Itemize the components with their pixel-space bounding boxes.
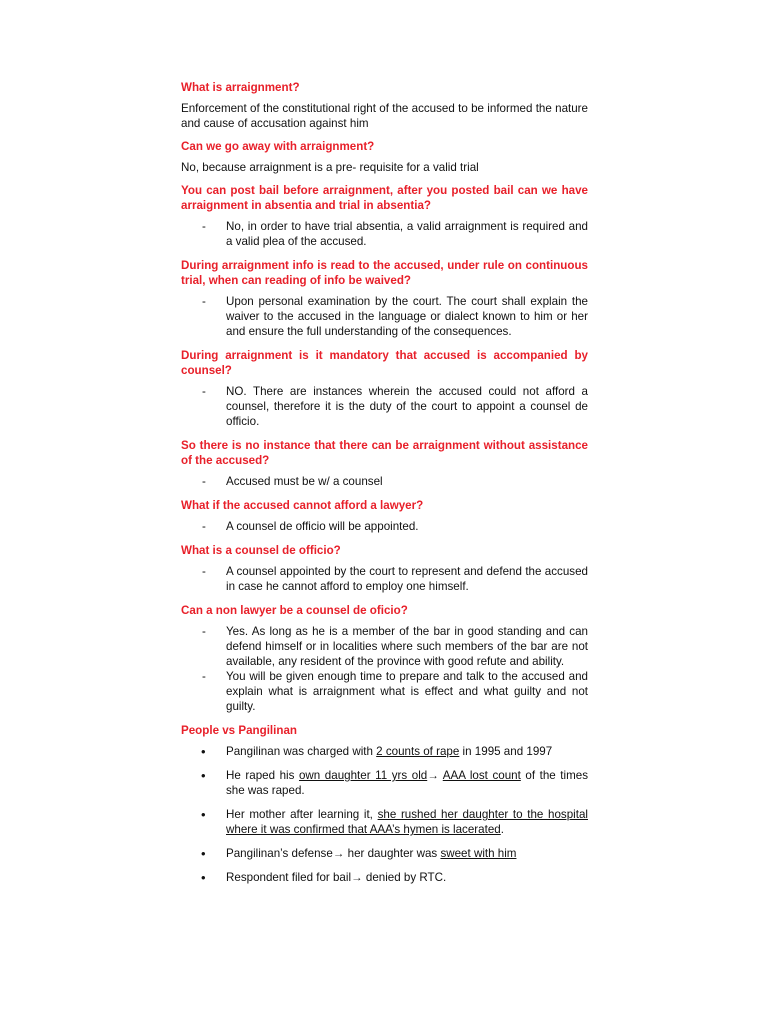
question-heading: Can we go away with arraignment? xyxy=(181,140,375,153)
underlined-text: own daughter 11 yrs old xyxy=(298,769,428,782)
underlined-text: sweet with him xyxy=(440,847,517,860)
answer-item: - NO. There are instances wherein the accused could not afford a counsel, therefore it is the duty of the court to appoint a counsel de officio. xyxy=(181,384,588,429)
case-fact-item xyxy=(181,870,588,885)
fact-text: Pangilinan was charged with xyxy=(226,745,377,758)
answer-item: - No, in order to have trial absentia, a valid arraignment is required and a valid plea of the accused. xyxy=(181,219,588,249)
fact-text: Her mother after learning it, xyxy=(226,808,378,821)
case-fact-item xyxy=(181,768,588,798)
answer-list xyxy=(181,624,588,714)
answer-list xyxy=(181,519,588,534)
case-fact-item xyxy=(181,744,588,759)
question-heading: You can post bail before arraignment, after you posted bail can we have arraignment in absentia and trial in absentia? xyxy=(181,184,588,212)
answer-list xyxy=(181,564,588,594)
fact-text: . xyxy=(500,823,504,836)
answer-item: - A counsel appointed by the court to represent and defend the accused in case he cannot afford to employ one himself. xyxy=(181,564,588,594)
question-heading: What if the accused cannot afford a lawyer? xyxy=(181,499,424,512)
question-heading: During arraignment info is read to the accused, under rule on continuous trial, when can reading of info be waived? xyxy=(181,259,588,287)
answer-text: Enforcement of the constitutional right of the accused to be informed the nature and cause of accusation against him xyxy=(181,102,588,130)
underlined-text: AAA lost count xyxy=(442,769,521,782)
question-heading: Can a non lawyer be a counsel de oficio? xyxy=(181,604,408,617)
case-fact-item xyxy=(181,846,588,861)
answer-item: - A counsel de officio will be appointed. xyxy=(181,519,588,534)
fact-text: Pangilinan’s defense xyxy=(226,847,333,860)
answer-text: No, because arraignment is a pre- requisite for a valid trial xyxy=(181,161,479,174)
fact-text: He raped his xyxy=(226,769,299,782)
arrow-right-icon: → xyxy=(427,769,443,782)
question-heading: What is arraignment? xyxy=(181,81,300,94)
fact-text: of the times she was raped. xyxy=(226,769,588,797)
case-title: People vs Pangilinan xyxy=(181,724,297,737)
answer-list xyxy=(181,384,588,429)
document-body xyxy=(181,80,588,894)
fact-text: Respondent filed for bail xyxy=(226,871,352,884)
arrow-right-icon: → xyxy=(332,847,348,860)
arrow-right-icon: → xyxy=(351,871,366,884)
answer-item: - Accused must be w/ a counsel xyxy=(181,474,588,489)
answer-list xyxy=(181,474,588,489)
case-fact-item xyxy=(181,807,588,837)
fact-text: in 1995 and 1997 xyxy=(459,745,553,758)
question-heading: During arraignment is it mandatory that accused is accompanied by counsel? xyxy=(181,349,588,377)
fact-text: denied by RTC. xyxy=(365,871,447,884)
answer-list xyxy=(181,219,588,249)
underlined-text: 2 counts of rape xyxy=(376,745,460,758)
answer-item: - Upon personal examination by the court. The court shall explain the waiver to the accused in the language or dialect known to him or her and ensure the full understanding of the consequences. xyxy=(181,294,588,339)
answer-list xyxy=(181,294,588,339)
answer-item: - You will be given enough time to prepare and talk to the accused and explain what is arraignment what is effect and what guilty and not guilty. xyxy=(181,669,588,714)
question-heading: What is a counsel de officio? xyxy=(181,544,341,557)
answer-item: - Yes. As long as he is a member of the bar in good standing and can defend himself or in localities where such members of the bar are not available, any resident of the province with good refute and ability. xyxy=(181,624,588,669)
fact-text: her daughter was xyxy=(347,847,441,860)
underlined-text: she rushed her daughter to the hospital where it was confirmed that AAA’s hymen is lacerated xyxy=(226,808,588,836)
question-heading: So there is no instance that there can be arraignment without assistance of the accused? xyxy=(181,439,588,467)
case-facts-list xyxy=(181,744,588,885)
